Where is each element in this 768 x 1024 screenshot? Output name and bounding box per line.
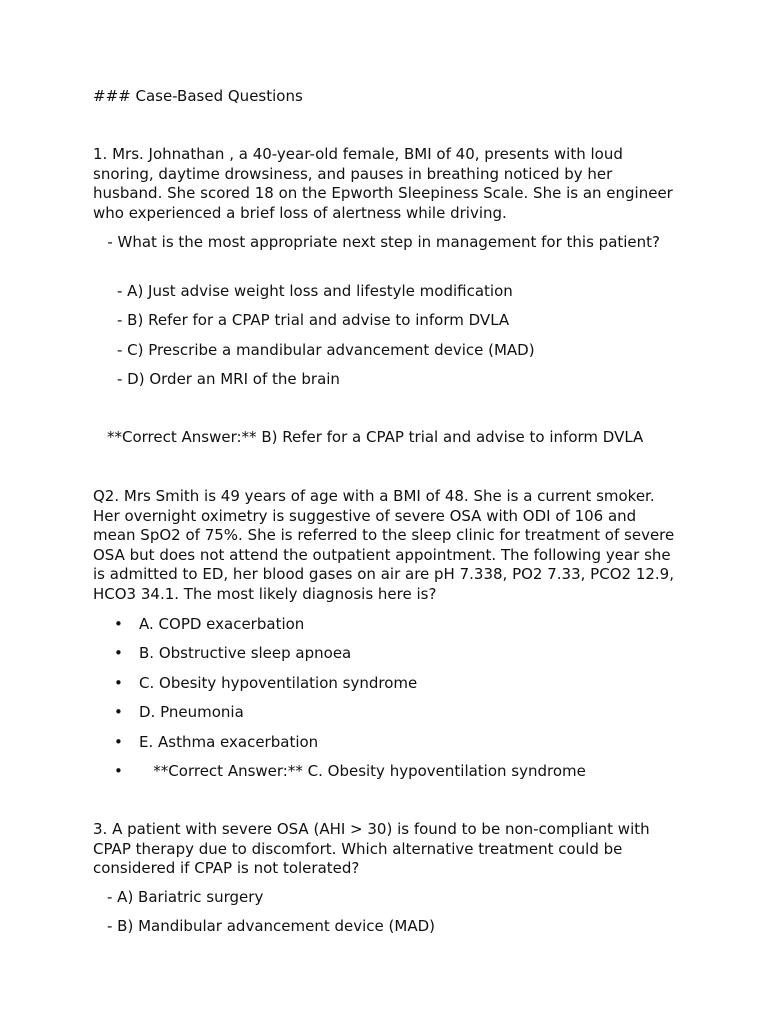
q1-prompt: - What is the most appropriate next step in management for this patient?	[93, 233, 661, 251]
q2-option-b: B. Obstructive sleep apnoea	[139, 644, 352, 662]
bullet-icon: •	[114, 644, 123, 662]
q2-stem: Q2. Mrs Smith is 49 years of age with a BMI of 48. She is a current smoker. Her overnight oximetry is suggestive of severe OSA with ODI of 106 and mean SpO2 of 75%. She is referred to the sleep clinic for treatment of severe OSA but does not attend the outpatient appointment. The following year she is admitted to ED, her blood gases on air are pH 7.338, PO2 7.33, PCO2 12.9, HCO3 34.1. The most likely diagnosis here is?	[93, 487, 675, 603]
q2-option-e: E. Asthma exacerbation	[139, 733, 319, 751]
q2-correct-answer: **Correct Answer:** C. Obesity hypoventilation syndrome	[139, 762, 586, 780]
bullet-icon: •	[114, 703, 123, 721]
q2-option-d: D. Pneumonia	[139, 703, 244, 721]
bullet-icon: •	[114, 733, 123, 751]
bullet-icon: •	[114, 674, 123, 692]
q3-option-b: - B) Mandibular advancement device (MAD)	[107, 917, 436, 935]
q2-option-a: A. COPD exacerbation	[139, 615, 305, 633]
q3-option-a: - A) Bariatric surgery	[107, 888, 264, 906]
q1-option-c: - C) Prescribe a mandibular advancement device (MAD)	[117, 341, 535, 359]
q1-option-b: - B) Refer for a CPAP trial and advise to inform DVLA	[117, 311, 510, 329]
q1-option-d: - D) Order an MRI of the brain	[117, 370, 340, 388]
q2-option-c: C. Obesity hypoventilation syndrome	[139, 674, 418, 692]
bullet-icon: •	[114, 615, 123, 633]
q1-option-a: - A) Just advise weight loss and lifestyle modification	[117, 282, 513, 300]
section-heading: ### Case-Based Questions	[93, 87, 303, 105]
q1-correct-answer: **Correct Answer:** B) Refer for a CPAP trial and advise to inform DVLA	[107, 428, 644, 446]
q3-stem: 3. A patient with severe OSA (AHI > 30) is found to be non-compliant with CPAP therapy due to discomfort. Which alternative treatment could be considered if CPAP is not tolerated?	[93, 820, 650, 877]
q1-stem: 1. Mrs. Johnathan , a 40-year-old female, BMI of 40, presents with loud snoring, daytime drowsiness, and pauses in breathing noticed by her husband. She scored 18 on the Epworth Sleepiness Scale. She is an engineer who experienced a brief loss of alertness while driving.	[93, 145, 673, 222]
bullet-icon: •	[114, 762, 123, 780]
